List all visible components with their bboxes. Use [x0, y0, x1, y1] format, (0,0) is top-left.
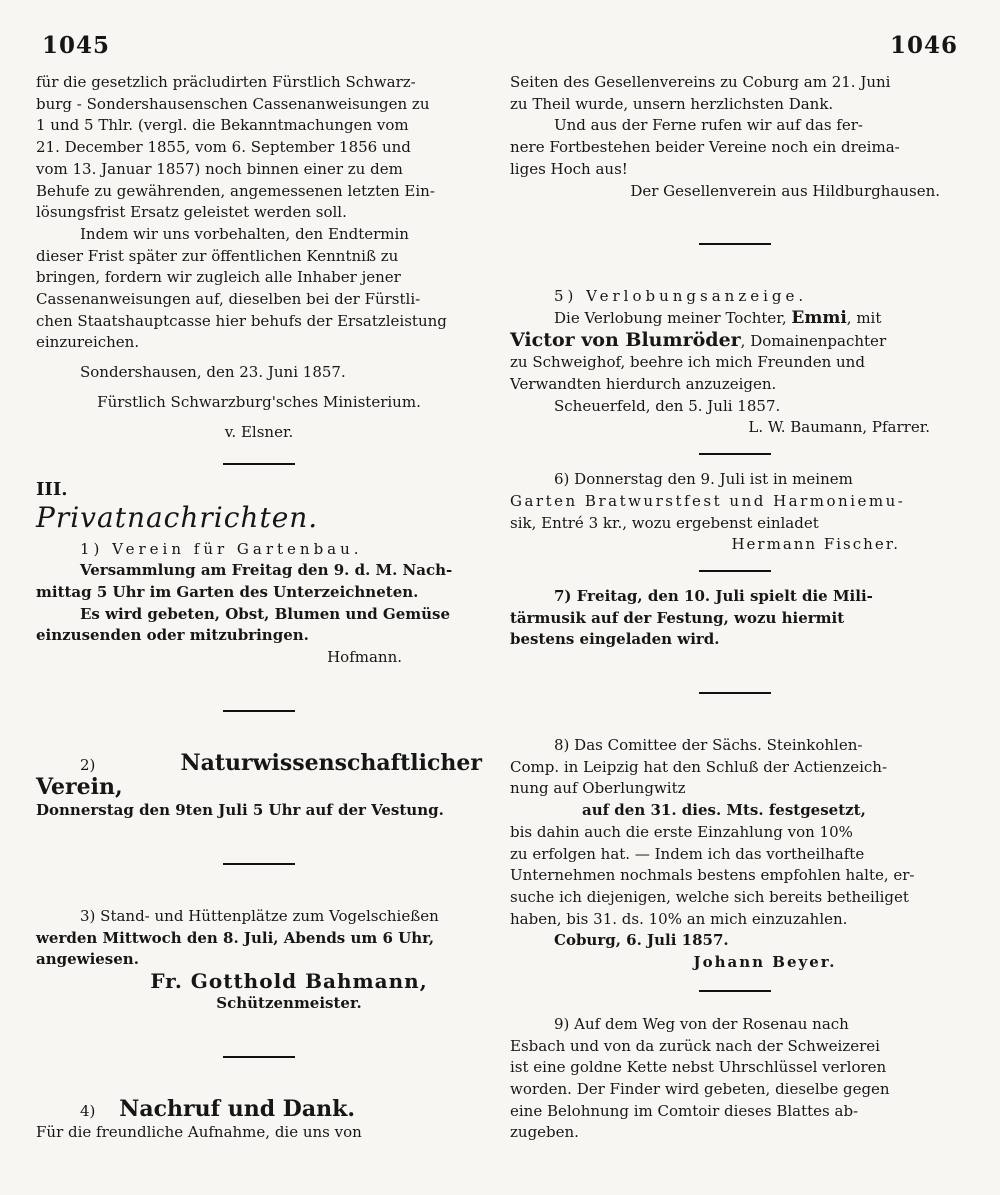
notice-8-line: Comp. in Leipzig hat den Schluß der Actienzeich-	[510, 757, 888, 776]
notice-1-line: Es wird gebeten, Obst, Blumen und Gemüse	[80, 604, 451, 623]
divider	[223, 1056, 295, 1058]
divider	[223, 463, 295, 465]
notice-8-line: Unternehmen nochmals bestens empfohlen halte, er-	[510, 866, 915, 885]
notice-7-line: bestens eingeladen wird.	[510, 630, 720, 649]
notice-5-text: Die Verlobung meiner Tochter,	[554, 308, 787, 327]
left-column	[36, 72, 482, 1144]
notice-5-place: Scheuerfeld, den 5. Juli 1857.	[554, 396, 781, 415]
section-title: Privatnachrichten.	[36, 500, 319, 534]
continuation-line: Seiten des Gesellenvereins zu Coburg am 21. Juni	[510, 73, 891, 91]
notice-6-signature: Hermann Fischer.	[731, 535, 900, 554]
notice-8-place: Coburg, 6. Juli 1857.	[554, 931, 729, 950]
notice-2-line: Donnerstag den 9ten Juli 5 Uhr auf der Vestung.	[36, 801, 444, 820]
place-date: Sondershausen, den 23. Juni 1857.	[80, 363, 346, 382]
notice-5-line	[510, 330, 960, 353]
notice-5-bride-name: Emmi	[791, 307, 847, 328]
notice-1-line: mittag 5 Uhr im Garten des Unterzeichneten.	[36, 583, 419, 602]
notice-9-line: worden. Der Finder wird gebeten, dieselbe gegen	[510, 1079, 890, 1098]
notice-8-line: suche ich diejenigen, welche sich bereits betheiliget	[510, 887, 909, 906]
continuation-line: Und aus der Ferne rufen wir auf das fer-	[554, 116, 863, 135]
page-number-right: 1046	[889, 32, 958, 59]
notice-6-line: sik, Entré 3 kr., wozu ergebenst einladet	[510, 513, 819, 532]
paragraph-line: bringen, fordern wir zugleich alle Inhaber jener	[36, 268, 401, 287]
notice-6-line: Garten Bratwurstfest und Harmoniemu-	[510, 491, 906, 510]
notice-7-line: tärmusik auf der Festung, wozu hiermit	[510, 608, 845, 627]
notice-2-title: Naturwissenschaftlicher Verein,	[36, 749, 482, 800]
notice-6-line: 6) Donnerstag den 9. Juli ist in meinem	[554, 470, 853, 489]
notice-8-line: auf den 31. dies. Mts. festgesetzt,	[582, 801, 866, 820]
notice-8-line: bis dahin auch die erste Einzahlung von 10%	[510, 822, 853, 841]
notice-9-line: zugeben.	[510, 1123, 579, 1142]
notice-9-line: Esbach und von da zurück nach der Schweizerei	[510, 1036, 880, 1055]
paragraph-line: dieser Frist später zur öffentlichen Kenntniß zu	[36, 246, 399, 265]
notice-4-number: 4)	[80, 1101, 96, 1120]
intro-line: burg - Sondershausenschen Cassenanweisungen zu	[36, 94, 430, 113]
ministry: Fürstlich Schwarzburg'sches Ministerium.	[97, 392, 421, 411]
notice-7-line: 7) Freitag, den 10. Juli spielt die Mili-	[554, 586, 873, 605]
section-number: III.	[36, 479, 68, 501]
notice-8-signature: Johann Beyer.	[693, 953, 837, 972]
notice-1-signature: Hofmann.	[327, 648, 402, 667]
notice-3-line: angewiesen.	[36, 950, 139, 969]
intro-line: vom 13. Januar 1857) noch binnen einer zu dem	[36, 159, 403, 178]
divider	[699, 692, 771, 694]
intro-line: Behufe zu gewährenden, angemessenen letzten Ein-	[36, 181, 435, 200]
minister-signature: v. Elsner.	[224, 422, 294, 441]
notice-5-line: Verwandten hierdurch anzuzeigen.	[510, 375, 777, 394]
divider	[699, 570, 771, 572]
page-number-left: 1045	[42, 32, 111, 59]
notice-1-line: Versammlung am Freitag den 9. d. M. Nach-	[80, 561, 453, 580]
notice-9-line: 9) Auf dem Weg von der Rosenau nach	[554, 1014, 849, 1033]
notice-1-heading: 1) Verein für Gartenbau.	[80, 539, 363, 558]
notice-8-line: nung auf Oberlungwitz	[510, 779, 686, 798]
notice-3-line: werden Mittwoch den 8. Juli, Abends um 6 Uhr,	[36, 928, 435, 947]
right-column	[510, 72, 960, 1144]
notice-4-line: Für die freundliche Aufnahme, die uns von	[36, 1123, 362, 1142]
intro-line: 1 und 5 Thlr. (vergl. die Bekanntmachungen vom	[36, 116, 409, 135]
notice-5-line: zu Schweighof, beehre ich mich Freunden und	[510, 353, 865, 372]
paragraph-line: Indem wir uns vorbehalten, den Endtermin	[80, 224, 409, 243]
divider	[223, 710, 295, 712]
notice-5-heading: 5) Verlobungsanzeige.	[554, 287, 808, 306]
notice-3-line: 3) Stand- und Hüttenplätze zum Vogelschießen	[80, 906, 439, 925]
notice-5-signature: L. W. Baumann, Pfarrer.	[748, 418, 930, 437]
intro-line: 21. December 1855, vom 6. September 1856 und	[36, 138, 411, 157]
notice-2-number: 2)	[80, 755, 96, 774]
intro-line: lösungsfrist Ersatz geleistet werden soll.	[36, 203, 347, 222]
notice-5-groom-name: Victor von Blumröder	[510, 328, 741, 351]
divider	[699, 243, 771, 245]
notice-5-text: , Domainenpachter	[740, 331, 887, 350]
divider	[699, 990, 771, 992]
notice-3-role: Schützenmeister.	[216, 993, 362, 1012]
notice-9-line: eine Belohnung im Comtoir dieses Blattes ab-	[510, 1101, 859, 1120]
notice-8-line: haben, bis 31. ds. 10% an mich einzuzahlen.	[510, 909, 848, 928]
divider	[699, 453, 771, 455]
continuation-signature: Der Gesellenverein aus Hildburghausen.	[630, 181, 940, 200]
notice-8-line: 8) Das Comittee der Sächs. Steinkohlen-	[554, 736, 863, 755]
paragraph-line: Cassenanweisungen auf, dieselben bei der Fürstli-	[36, 290, 421, 309]
divider	[223, 863, 295, 865]
notice-8-line: zu erfolgen hat. — Indem ich das vortheilhafte	[510, 844, 865, 863]
notice-4-heading	[36, 1095, 482, 1123]
notice-3-name: Fr. Gotthold Bahmann,	[150, 969, 428, 994]
notice-9-line: ist eine goldne Kette nebst Uhrschlüssel verloren	[510, 1058, 887, 1077]
notice-1-line: einzusenden oder mitzubringen.	[36, 626, 309, 645]
continuation-line: zu Theil wurde, unsern herzlichsten Dank.	[510, 94, 834, 113]
continuation-line: nere Fortbestehen beider Vereine noch ein dreima-	[510, 138, 900, 157]
continuation-line: liges Hoch aus!	[510, 159, 628, 178]
notice-5-text: , mit	[846, 308, 882, 327]
notice-2-heading	[36, 749, 482, 800]
notice-4-title: Nachruf und Dank.	[119, 1095, 355, 1122]
paragraph-line: einzureichen.	[36, 333, 140, 352]
notice-5-line	[510, 308, 960, 330]
intro-line: für die gesetzlich präcludirten Fürstlich Schwarz-	[36, 73, 416, 91]
paragraph-line: chen Staatshauptcasse hier behufs der Ersatzleistung	[36, 311, 447, 330]
